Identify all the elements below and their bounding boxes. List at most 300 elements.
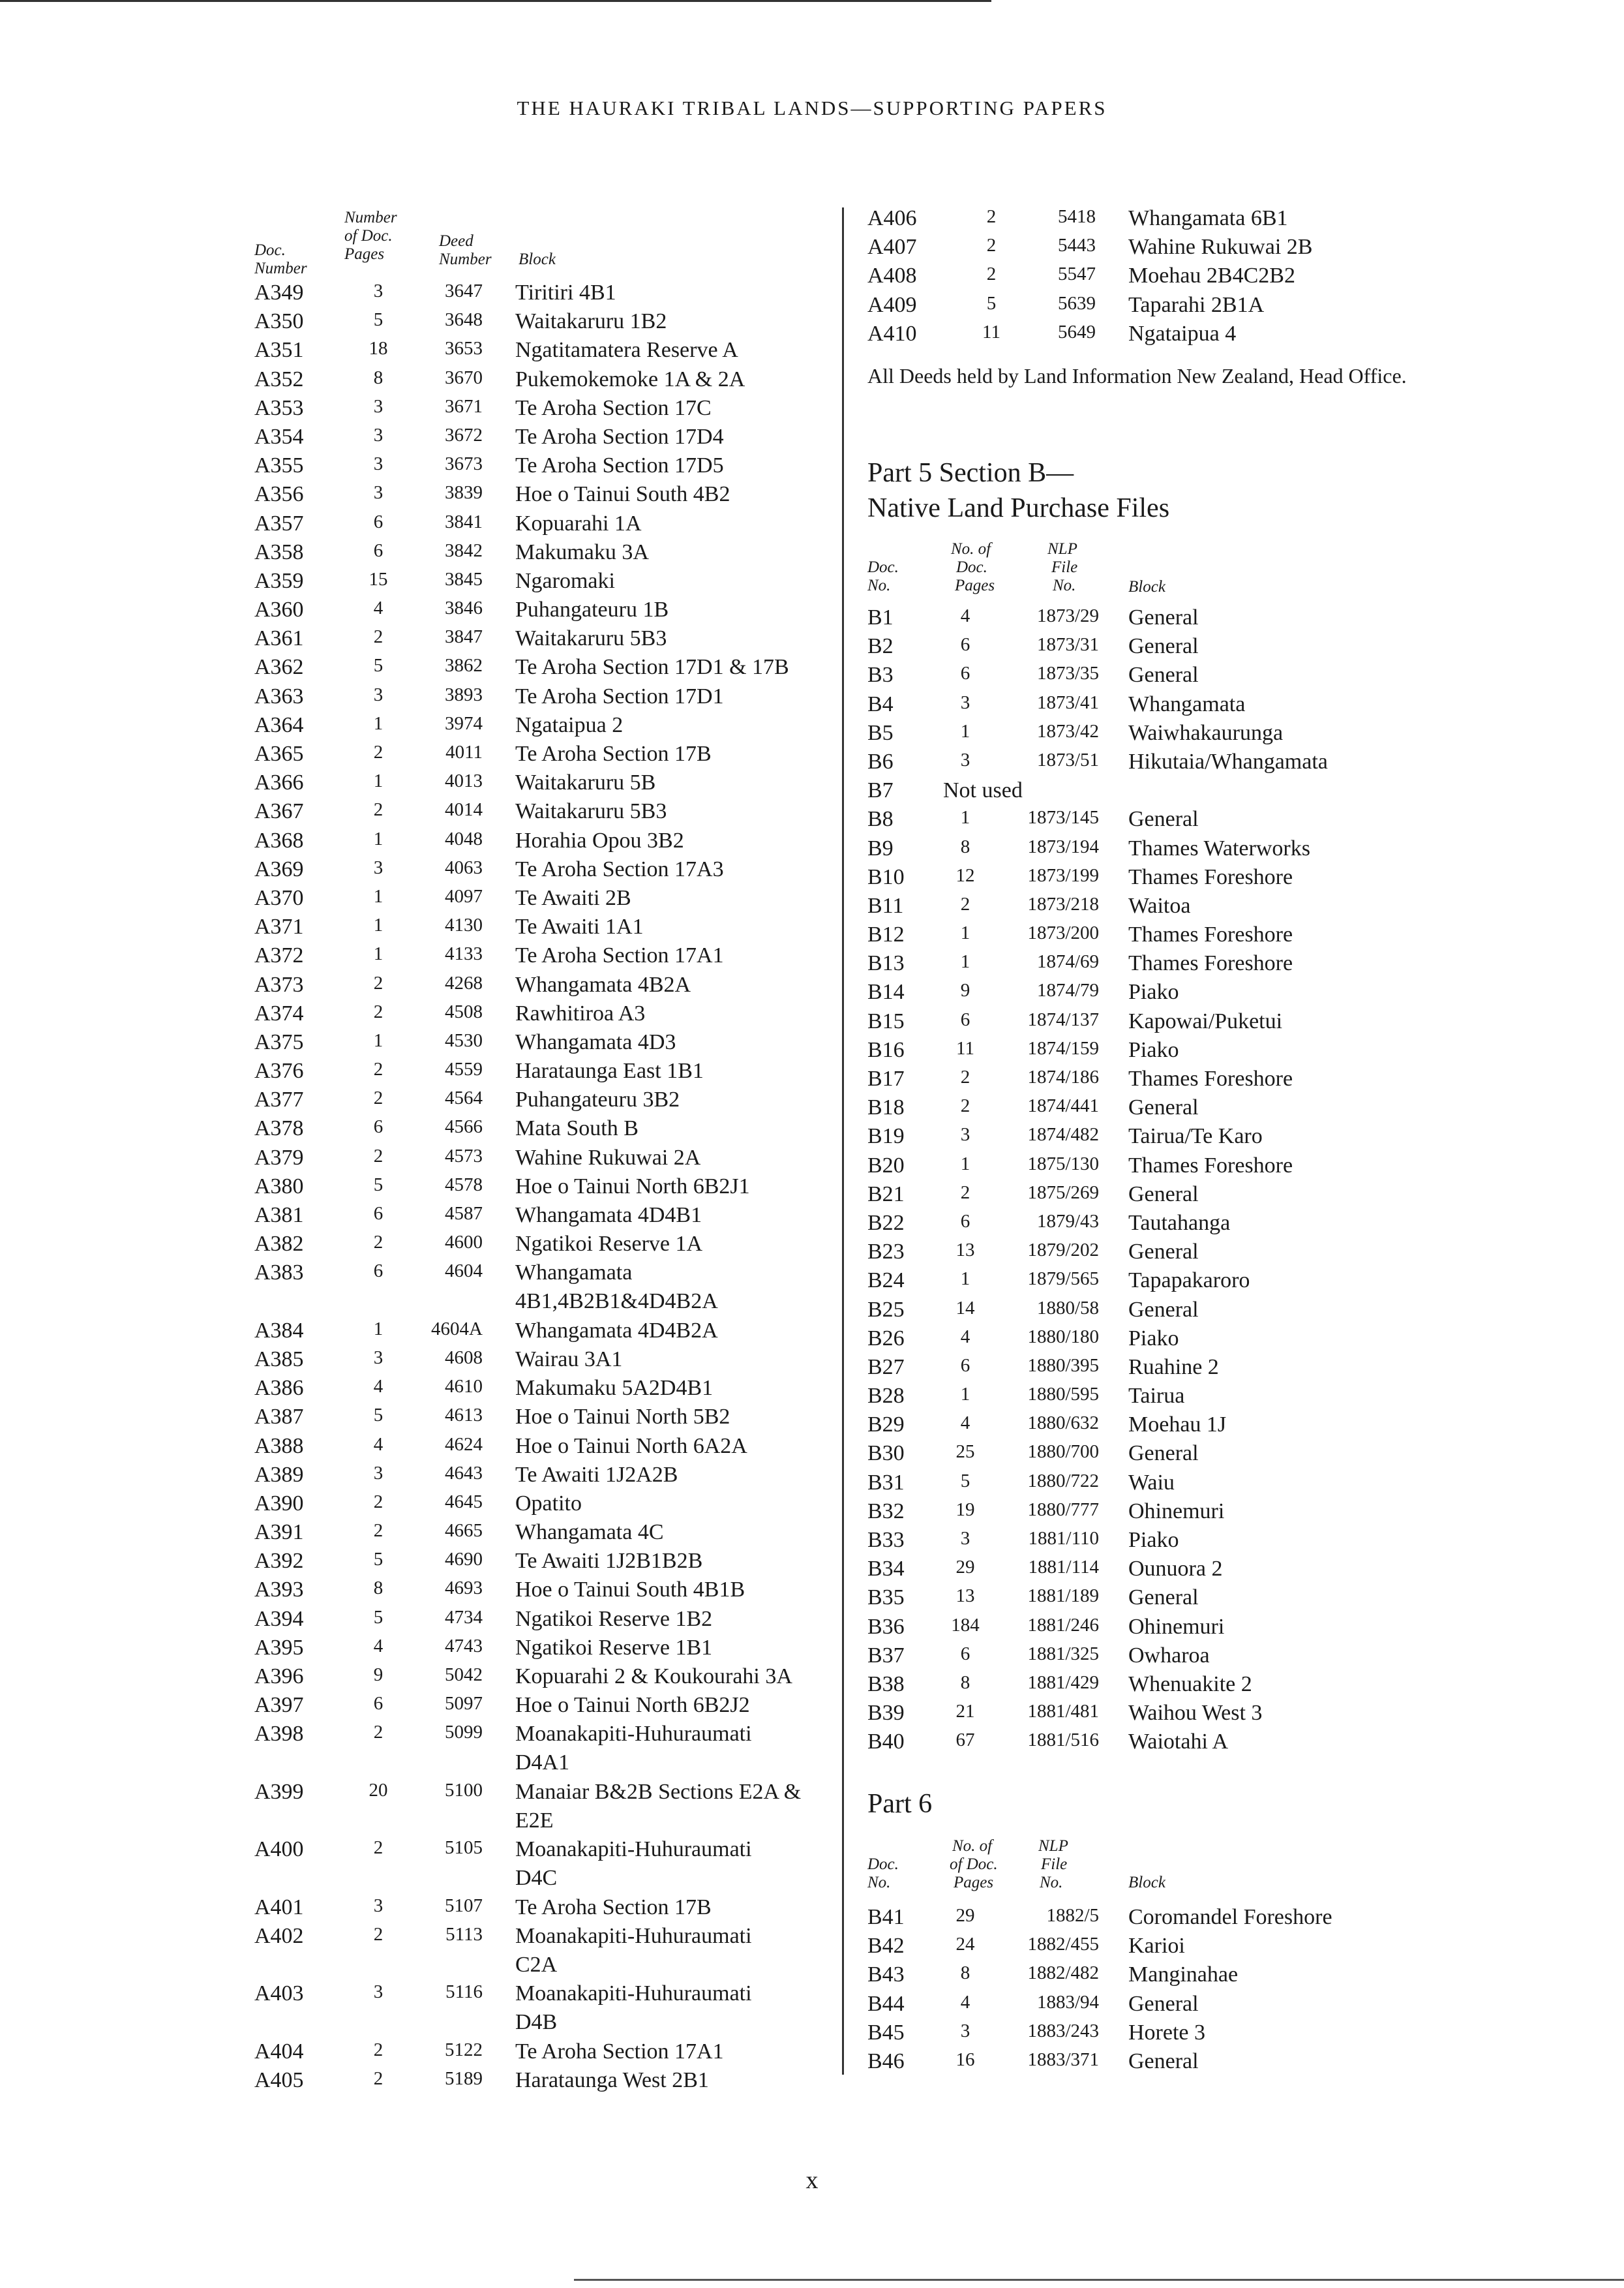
- deed-number: 4508: [445, 1001, 483, 1022]
- p5-hdr-block: Block: [1128, 578, 1165, 596]
- block-name: Piako: [1128, 1528, 1179, 1552]
- table-row: [254, 1376, 841, 1405]
- doc-number: B39: [867, 1701, 905, 1726]
- block-name: Te Aroha Section 17C: [515, 395, 712, 420]
- doc-number: A352: [254, 367, 304, 391]
- left-table-header: [254, 209, 828, 281]
- block-name: Hoe o Tainui South 4B2: [515, 482, 730, 507]
- page-count: 4: [960, 1991, 970, 2013]
- block-name: Hoe o Tainui North 6B2J1: [515, 1174, 750, 1198]
- block-name: Piako: [1128, 1326, 1179, 1350]
- table-row: [254, 1895, 841, 1924]
- doc-number: A358: [254, 540, 304, 564]
- page-count: 13: [955, 1585, 975, 1607]
- doc-number: A402: [254, 1923, 304, 1948]
- deed-number: 5443: [1058, 235, 1096, 256]
- table-row: [254, 1780, 841, 1837]
- table-row: [867, 1557, 1454, 1585]
- deed-number: 5100: [445, 1779, 483, 1801]
- page-count: 3: [373, 857, 383, 878]
- doc-number: B11: [867, 893, 904, 918]
- part6-table: [867, 1905, 1454, 2078]
- block-name: Hoe o Tainui North 6A2A: [515, 1433, 747, 1458]
- doc-number: A407: [867, 235, 917, 260]
- table-row: [254, 511, 841, 540]
- table-row: [867, 1182, 1454, 1211]
- nlp-file-number: 1882/5: [1046, 1905, 1099, 1926]
- block-name: Taparahi 2B1A: [1128, 292, 1265, 317]
- table-row: [867, 1730, 1454, 1758]
- doc-number: B22: [867, 1210, 905, 1235]
- block-name: Tapapakaroro: [1128, 1268, 1250, 1293]
- hdr-block: Block: [519, 251, 556, 268]
- page-count: 8: [373, 1578, 383, 1599]
- table-row: [867, 1240, 1454, 1268]
- table-row: [254, 1607, 841, 1636]
- left-table: [254, 281, 841, 2097]
- doc-number: B21: [867, 1182, 905, 1206]
- table-row: [254, 1232, 841, 1260]
- block-name: Horete 3: [1128, 2020, 1206, 2045]
- nlp-file-number: 1880/180: [1027, 1326, 1099, 1347]
- page-count: 2: [373, 1145, 383, 1167]
- doc-number: A388: [254, 1433, 304, 1458]
- block-name: General: [1128, 1095, 1199, 1120]
- doc-number: A366: [254, 770, 304, 795]
- table-row: [254, 742, 841, 770]
- table-row: [867, 1441, 1454, 1470]
- deed-number: 4014: [445, 799, 483, 821]
- doc-number: A406: [867, 206, 917, 230]
- deed-number: 3648: [445, 309, 483, 331]
- doc-number: B4: [867, 692, 894, 716]
- block-name: Waitakaruru 5B: [515, 770, 656, 795]
- block-name: Opatito: [515, 1491, 582, 1516]
- p5-hdr-pages-line1: No. of: [951, 540, 991, 558]
- block-name: Te Aroha Section 17D1 & 17B: [515, 655, 789, 680]
- table-row: [867, 1962, 1454, 1991]
- nlp-file-number: 1880/595: [1027, 1384, 1099, 1405]
- block-name-cont: 4B1,4B2B1&4D4B2A: [515, 1289, 718, 1314]
- block-name: Owharoa: [1128, 1643, 1210, 1668]
- block-name: Kapowai/Puketui: [1128, 1009, 1283, 1033]
- doc-number: B44: [867, 1991, 905, 2016]
- block-name: Waitakaruru 5B3: [515, 799, 667, 824]
- block-name-cont: D4C: [515, 1866, 558, 1891]
- doc-number: A394: [254, 1606, 304, 1631]
- table-row: [254, 1347, 841, 1376]
- table-row: [254, 453, 841, 482]
- table-row: [254, 1578, 841, 1606]
- deed-number: 4608: [445, 1347, 483, 1368]
- table-row: [254, 1405, 841, 1433]
- page-count: 1: [960, 1384, 970, 1405]
- page-count: 5: [986, 292, 997, 314]
- page-count: 3: [373, 281, 383, 301]
- table-row: [867, 836, 1454, 865]
- block-name: Waiotahi A: [1128, 1730, 1229, 1754]
- page-count: 2: [373, 626, 383, 648]
- block-name: Te Aroha Section 17A1: [515, 943, 724, 968]
- block-name: Kopuarahi 2 & Koukourahi 3A: [515, 1664, 792, 1689]
- block-name: Makumaku 5A2D4B1: [515, 1376, 714, 1401]
- block-name: Whangamata: [515, 1260, 633, 1285]
- p6-hdr-file-line3: No.: [1040, 1874, 1063, 1891]
- doc-number: B3: [867, 663, 894, 688]
- page-count: 2: [373, 1001, 383, 1022]
- deed-number: 4610: [445, 1376, 483, 1397]
- table-row: [254, 598, 841, 626]
- doc-number: A365: [254, 742, 304, 766]
- table-row: [867, 865, 1454, 894]
- p5-hdr-pages-line2: Doc.: [956, 558, 987, 576]
- doc-number: A374: [254, 1001, 304, 1026]
- block-name: General: [1128, 1297, 1199, 1322]
- page-count: 2: [373, 742, 383, 763]
- block-name-cont: E2E: [515, 1808, 554, 1833]
- doc-number: A390: [254, 1491, 304, 1516]
- doc-number: B20: [867, 1153, 905, 1178]
- page-count: 2: [373, 799, 383, 821]
- table-row: [254, 770, 841, 799]
- page-count: 1: [373, 770, 383, 792]
- table-row: [254, 1319, 841, 1347]
- block-name-cont: D4A1: [515, 1750, 570, 1775]
- page-count: 2: [960, 1067, 970, 1088]
- page-count: 1: [373, 712, 383, 734]
- page-count: 2: [373, 1520, 383, 1542]
- table-row: [867, 1905, 1454, 1934]
- p6-hdr-pages-line3: Pages: [954, 1874, 994, 1891]
- page-count: 2: [373, 1059, 383, 1080]
- table-row: [867, 1355, 1454, 1384]
- page-count: 4: [960, 1412, 970, 1434]
- table-row: [867, 1412, 1454, 1441]
- block-name: Ngataipua 4: [1128, 321, 1237, 346]
- table-row: [254, 829, 841, 857]
- deed-number: 4048: [445, 828, 483, 849]
- deed-number: 3846: [445, 598, 483, 619]
- doc-number: A355: [254, 453, 304, 478]
- page-count: 5: [373, 655, 383, 677]
- page-count: 5: [373, 309, 383, 331]
- doc-number: B7: [867, 778, 894, 803]
- p5-hdr-file-line3: No.: [1053, 577, 1076, 594]
- page-count: 4: [960, 605, 970, 626]
- page-count: 5: [373, 1549, 383, 1570]
- doc-number: B13: [867, 951, 905, 976]
- page-count: 1: [373, 1030, 383, 1051]
- table-row: [254, 425, 841, 453]
- table-row: [867, 206, 1454, 235]
- page-count: 18: [368, 338, 388, 359]
- doc-number: A368: [254, 828, 304, 853]
- table-row: [254, 1088, 841, 1116]
- nlp-file-number: 1874/441: [1027, 1095, 1099, 1117]
- table-row: [867, 293, 1454, 322]
- deed-number: 3653: [445, 338, 483, 359]
- block-name: Waihou West 3: [1128, 1701, 1263, 1726]
- p6-hdr-block: Block: [1128, 1874, 1165, 1891]
- doc-number: A379: [254, 1145, 304, 1170]
- block-name: Whangamata: [1128, 692, 1246, 716]
- doc-number: A349: [254, 281, 304, 305]
- table-row: [254, 1174, 841, 1203]
- p6-hdr-doc-line1: Doc.: [867, 1855, 899, 1873]
- deed-number: 4566: [445, 1116, 483, 1138]
- table-row: [254, 655, 841, 684]
- doc-number: A364: [254, 712, 304, 737]
- table-row: [254, 684, 841, 713]
- page-count: 2: [373, 1491, 383, 1512]
- deed-number: 5107: [445, 1895, 483, 1916]
- page-count: 1: [373, 885, 383, 907]
- page-count: 8: [373, 367, 383, 388]
- block-name: Te Aroha Section 17B: [515, 1895, 712, 1919]
- doc-number: A396: [254, 1664, 304, 1689]
- nlp-file-number: 1874/69: [1036, 951, 1099, 973]
- nlp-file-number: 1883/243: [1027, 2020, 1099, 2041]
- block-name: Te Awaiti 1A1: [515, 915, 644, 939]
- p5-hdr-file-line1: NLP: [1047, 540, 1077, 558]
- p6-hdr-doc-line2: No.: [867, 1874, 891, 1891]
- doc-number: B30: [867, 1441, 905, 1466]
- table-row: [254, 1664, 841, 1693]
- doc-number: A385: [254, 1347, 304, 1371]
- deed-number: 3672: [445, 424, 483, 446]
- doc-number: A392: [254, 1549, 304, 1574]
- deed-number: 5105: [445, 1837, 483, 1859]
- page-count: 3: [373, 395, 383, 417]
- doc-number: A380: [254, 1174, 304, 1198]
- nlp-file-number: 1873/35: [1036, 663, 1099, 684]
- page-count: 20: [368, 1779, 388, 1801]
- doc-number: B40: [867, 1730, 905, 1754]
- table-row: [867, 264, 1454, 292]
- deed-number: 3893: [445, 684, 483, 705]
- block-name: Puhangateuru 1B: [515, 598, 669, 622]
- doc-number: A403: [254, 1981, 304, 2006]
- page-count: 2: [373, 972, 383, 994]
- doc-number: B31: [867, 1470, 905, 1495]
- page-count: 14: [955, 1297, 975, 1319]
- p6-hdr-file-line2: File: [1041, 1855, 1068, 1873]
- block-name: Wairau 3A1: [515, 1347, 623, 1371]
- page-count: 2: [373, 2067, 383, 2089]
- nlp-file-number: 1873/31: [1036, 634, 1099, 656]
- table-row: [254, 1491, 841, 1520]
- nlp-file-number: 1879/43: [1036, 1210, 1099, 1232]
- doc-number: B45: [867, 2020, 905, 2045]
- deed-number: 4063: [445, 857, 483, 878]
- table-row: [867, 322, 1454, 350]
- block-name-cont: D4B: [515, 2010, 558, 2035]
- table-row: [867, 663, 1454, 692]
- doc-number: B18: [867, 1095, 905, 1120]
- block-name: Karioi: [1128, 1934, 1185, 1959]
- nlp-file-number: 1873/199: [1027, 864, 1099, 886]
- nlp-file-number: 1881/246: [1027, 1614, 1099, 1636]
- part5-header: [867, 535, 1441, 600]
- page-count: 3: [373, 1895, 383, 1916]
- deed-number: 4645: [445, 1491, 483, 1512]
- page-count: 3: [373, 453, 383, 475]
- nlp-file-number: 1874/186: [1027, 1067, 1099, 1088]
- table-row: [254, 396, 841, 425]
- deed-number: 4693: [445, 1578, 483, 1599]
- block-name: Whangamata 6B1: [1128, 206, 1288, 230]
- page-count: 3: [373, 1462, 383, 1484]
- doc-number: A367: [254, 799, 304, 824]
- deed-number: 3647: [445, 281, 483, 301]
- deed-number: 5547: [1058, 264, 1096, 285]
- deed-number: 5113: [445, 1923, 483, 1945]
- table-row: [254, 281, 841, 309]
- deed-number: 4130: [445, 915, 483, 936]
- doc-number: A375: [254, 1030, 304, 1054]
- page-count: 6: [373, 1260, 383, 1282]
- block-name: Hoe o Tainui South 4B1B: [515, 1578, 745, 1602]
- table-row: [254, 1722, 841, 1779]
- deed-number: 5116: [445, 1981, 483, 2003]
- page-count: 1: [960, 720, 970, 742]
- doc-number: B16: [867, 1037, 905, 1062]
- block-name: Te Aroha Section 17D4: [515, 424, 724, 449]
- block-name: Puhangateuru 3B2: [515, 1088, 680, 1112]
- table-row: [867, 235, 1454, 264]
- page-count: 5: [373, 1174, 383, 1195]
- table-row: [254, 626, 841, 655]
- page-number: x: [805, 2167, 819, 2194]
- table-row: [254, 1001, 841, 1030]
- doc-number: A398: [254, 1722, 304, 1747]
- doc-number: B2: [867, 634, 894, 659]
- block-name: Ngatikoi Reserve 1B1: [515, 1635, 713, 1660]
- nlp-file-number: 1882/455: [1027, 1934, 1099, 1955]
- deed-number: 3974: [445, 712, 483, 734]
- top-rule: [0, 0, 991, 2]
- doc-number: B32: [867, 1499, 905, 1523]
- block-name: Te Awaiti 2B: [515, 885, 631, 910]
- deed-number: 4573: [445, 1145, 483, 1167]
- nlp-file-number: 1881/189: [1027, 1585, 1099, 1607]
- deed-number: 4734: [445, 1606, 483, 1628]
- deed-number: 3842: [445, 540, 483, 561]
- page-count: 6: [960, 1643, 970, 1664]
- block-name: Te Aroha Section 17D5: [515, 453, 724, 478]
- page-count: 6: [960, 1009, 970, 1030]
- p5-hdr-doc-line1: Doc.: [867, 558, 899, 576]
- table-row: [254, 1434, 841, 1463]
- table-row: [867, 1124, 1454, 1153]
- table-row: [867, 605, 1454, 634]
- doc-number: A378: [254, 1116, 304, 1141]
- nlp-file-number: 1875/130: [1027, 1153, 1099, 1174]
- page-count: 3: [373, 1347, 383, 1368]
- page-count: 3: [373, 684, 383, 705]
- block-name: Manaiar B&2B Sections E2A &: [515, 1779, 802, 1804]
- doc-number: A383: [254, 1260, 304, 1285]
- doc-number: A384: [254, 1318, 304, 1343]
- table-row: [867, 721, 1454, 750]
- doc-number: A404: [254, 2039, 304, 2064]
- part6-header: [867, 1833, 1441, 1899]
- nlp-file-number: 1874/159: [1027, 1037, 1099, 1059]
- block-name: Moanakapiti-Huhuraumati: [515, 1923, 752, 1948]
- block-name: Te Awaiti 1J2B1B2B: [515, 1549, 703, 1574]
- deed-number: 4600: [445, 1232, 483, 1253]
- running-head: THE HAURAKI TRIBAL LANDS—SUPPORTING PAPERS: [517, 97, 1107, 119]
- block-name: General: [1128, 1441, 1199, 1466]
- table-row: [254, 1924, 841, 1981]
- block-name: Hikutaia/Whangamata: [1128, 749, 1328, 774]
- page-count: 6: [373, 540, 383, 561]
- block-name: Horahia Opou 3B2: [515, 828, 684, 853]
- table-row: [254, 367, 841, 396]
- nlp-file-number: 1873/29: [1036, 605, 1099, 626]
- table-row: [254, 338, 841, 367]
- table-row: [867, 634, 1454, 663]
- doc-number: A386: [254, 1376, 304, 1401]
- page-count: 6: [373, 1116, 383, 1138]
- page-count: 6: [373, 1693, 383, 1715]
- deeds-note: All Deeds held by Land Information New Zealand, Head Office.: [867, 364, 1407, 388]
- page-count: 8: [960, 836, 970, 857]
- deed-number: 5122: [445, 2039, 483, 2060]
- block-name: Moanakapiti-Huhuraumati: [515, 1981, 752, 2006]
- block-name: Harataunga East 1B1: [515, 1059, 704, 1084]
- deed-number: 4013: [445, 770, 483, 792]
- page-count: 5: [373, 1606, 383, 1628]
- table-row: [254, 1463, 841, 1491]
- doc-number: B14: [867, 980, 905, 1005]
- nlp-file-number: 1873/194: [1027, 836, 1099, 857]
- block-name: Whangamata 4D3: [515, 1030, 676, 1054]
- block-name: Thames Waterworks: [1128, 836, 1310, 861]
- page-count: 16: [955, 2049, 975, 2070]
- page-count: 8: [960, 1962, 970, 1984]
- nlp-file-number: 1879/202: [1027, 1240, 1099, 1261]
- block-name: Wahine Rukuwai 2A: [515, 1145, 701, 1170]
- block-name: Te Aroha Section 17A3: [515, 857, 724, 881]
- table-row: [867, 1326, 1454, 1355]
- block-name: Piako: [1128, 980, 1179, 1005]
- block-name: Moehau 2B4C2B2: [1128, 264, 1295, 288]
- p5-hdr-pages-line3: Pages: [955, 577, 995, 594]
- table-row: [867, 1643, 1454, 1672]
- page-count: 1: [960, 1153, 970, 1174]
- table-row: [254, 1146, 841, 1174]
- page-count: 5: [960, 1470, 970, 1491]
- block-name: General: [1128, 1585, 1199, 1610]
- block-name: Te Aroha Section 17B: [515, 742, 712, 766]
- block-name: Thames Foreshore: [1128, 1067, 1293, 1091]
- page-count: 1: [373, 1318, 383, 1339]
- block-name: Moanakapiti-Huhuraumati: [515, 1722, 752, 1747]
- deed-number: 4613: [445, 1405, 483, 1426]
- page-count: 6: [960, 663, 970, 684]
- page-count: 24: [955, 1934, 975, 1955]
- page-count: 9: [960, 980, 970, 1001]
- doc-number: B10: [867, 864, 905, 889]
- block-name: Hoe o Tainui North 5B2: [515, 1405, 730, 1429]
- p6-hdr-file-line1: NLP: [1038, 1837, 1068, 1855]
- deed-number: 4559: [445, 1059, 483, 1080]
- table-row: [254, 1636, 841, 1664]
- doc-number: A357: [254, 511, 304, 536]
- doc-number: B26: [867, 1326, 905, 1350]
- page-count: 3: [960, 749, 970, 770]
